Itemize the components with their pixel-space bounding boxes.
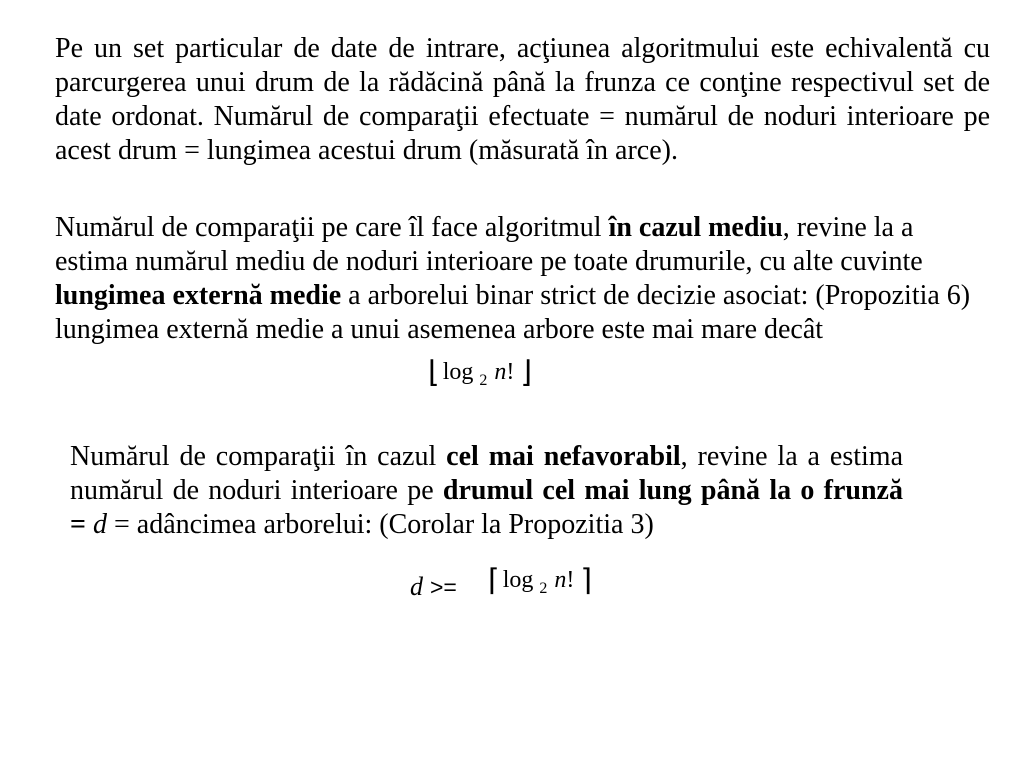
text-span: numărul de noduri interioare pe <box>70 475 443 506</box>
ceiling-open-bracket: ⌈ <box>488 563 500 599</box>
text-line: estima numărul mediu de noduri interioare pe toate drumurile, cu alte cuvinte <box>55 246 923 277</box>
text-line <box>55 211 1005 245</box>
formula-ceil-log-factorial <box>488 563 592 597</box>
formula-floor-log-factorial <box>428 355 532 389</box>
text-line: Pe un set particular de date de intrare, acţiunea algoritmului este echivalentă cu <box>55 33 990 64</box>
text-line <box>70 474 903 508</box>
text-span: , revine la a <box>782 212 914 243</box>
text-line: acest drum = lungimea acestui drum (măsurată în arce). <box>55 135 678 166</box>
factorial-operator: ! <box>566 567 575 593</box>
text-line: parcurgerea unui drum de la rădăcină până la frunza ce conţine respectivul set de <box>55 67 990 98</box>
variable-d: d <box>410 572 423 601</box>
text-span: Numărul de comparaţii în cazul <box>70 441 447 472</box>
bold-term-longest-path: drumul cel mai lung până la o frunză <box>442 475 903 506</box>
text-span: = adâncimea arborelui: (Corolar la Propozitia 3) <box>106 509 654 540</box>
ceiling-close-bracket: ⌉ <box>580 563 593 599</box>
text-span: a arborelui binar strict de decizie asociat: (Propozitia 6) <box>341 280 971 311</box>
bold-term-average-case: în cazul mediu <box>608 212 783 243</box>
log-function: log <box>502 567 534 593</box>
variable-d: d <box>92 509 107 540</box>
paragraph-worst-case <box>70 440 903 542</box>
paragraph-path-comparisons <box>55 32 990 168</box>
formula-depth-lhs <box>410 570 457 604</box>
text-line <box>70 508 903 542</box>
text-line: date ordonat. Numărul de comparaţii efectuate = numărul de noduri interioare pe <box>55 101 990 132</box>
text-line <box>70 440 903 474</box>
bold-term-external-length: lungimea externă medie <box>55 280 342 311</box>
variable-n: n <box>494 359 507 385</box>
text-line: lungimea externă medie a unui asemenea arbore este mai mare decât <box>55 314 824 345</box>
text-span: , revine la a estima <box>680 441 904 472</box>
paragraph-average-case <box>55 211 1005 347</box>
bold-term-worst-case: cel mai nefavorabil <box>446 441 681 472</box>
text-span: Numărul de comparaţii pe care îl face algoritmul <box>55 212 609 243</box>
floor-open-bracket: ⌊ <box>428 355 440 391</box>
bold-equals: = <box>70 509 93 540</box>
floor-close-bracket: ⌋ <box>520 355 533 391</box>
log-function: log <box>442 359 474 385</box>
variable-n: n <box>554 567 567 593</box>
log-base: 2 <box>539 580 548 597</box>
log-base: 2 <box>479 372 488 389</box>
factorial-operator: ! <box>506 359 515 385</box>
text-line <box>55 279 1005 313</box>
relation-operator: >= <box>430 574 457 600</box>
